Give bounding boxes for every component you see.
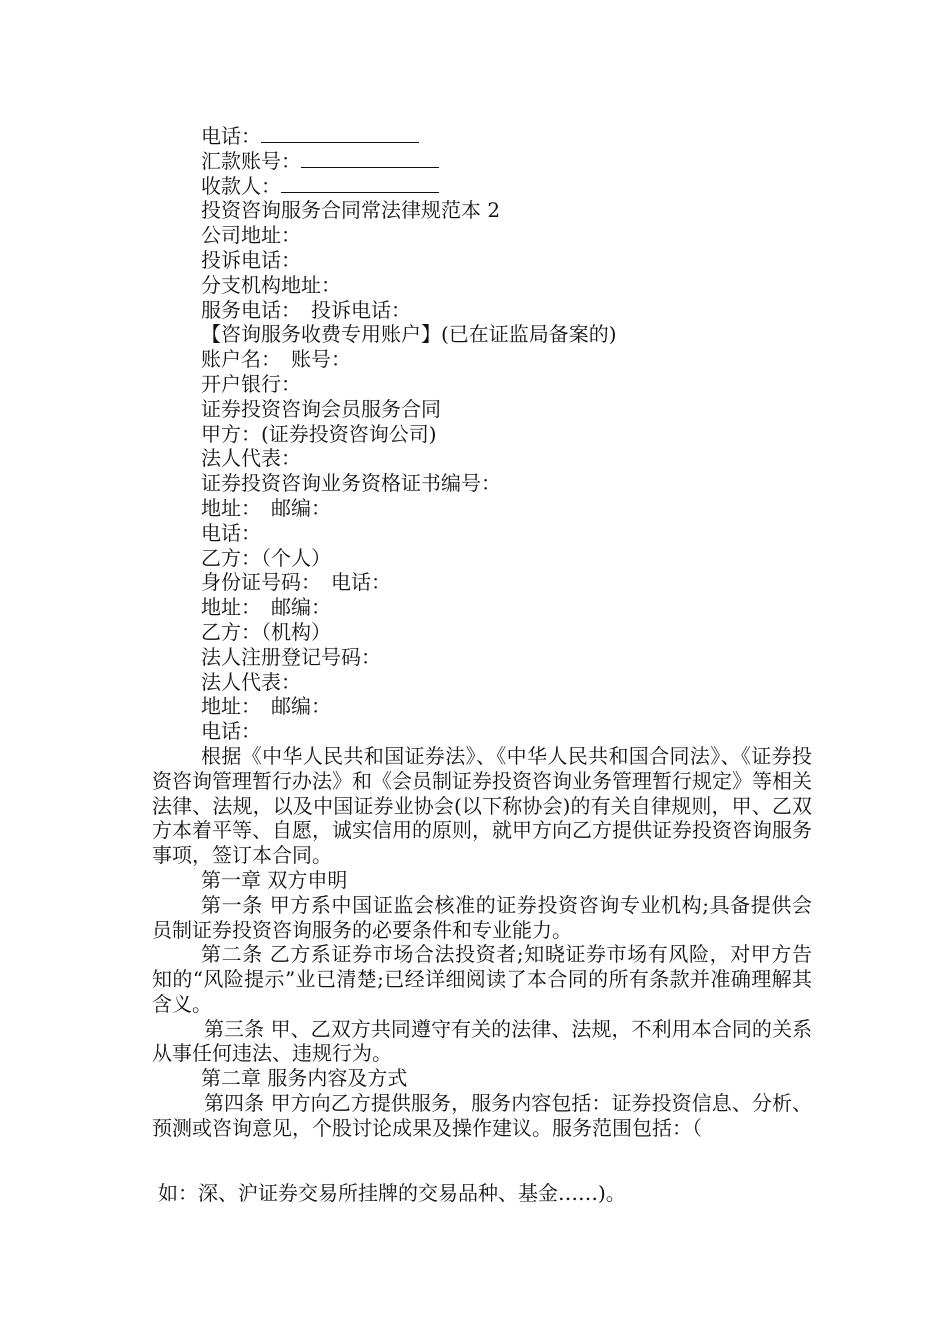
- phone-field: [152, 124, 812, 149]
- party-b-address: 地址： 邮编：: [201, 595, 331, 620]
- contract-title: 证券投资咨询会员服务合同: [201, 396, 441, 421]
- party-a-phone: 电话：: [201, 520, 261, 545]
- party-b-legal-rep: 法人代表：: [201, 669, 301, 694]
- document-body: [152, 124, 812, 1205]
- account-name: 账户名： 账号：: [201, 347, 351, 372]
- party-b-inst-phone: 电话：: [201, 719, 261, 744]
- blank-gap: [152, 1141, 812, 1181]
- article-3: 第三条 甲、乙双方共同遵守有关的法律、法规，不利用本合同的关系从事任何违法、违规行为。: [152, 1016, 812, 1066]
- phone-blank: [261, 124, 419, 143]
- article-4-continuation: 如：深、沪证券交易所挂牌的交易品种、基金……)。: [158, 1180, 626, 1205]
- fee-account-heading: 【咨询服务收费专用账户】(已在证监局备案的): [201, 322, 617, 347]
- phone-label: 电话：: [201, 124, 261, 148]
- remit-account-field: [152, 149, 812, 174]
- article-1: 第一条 甲方系中国证监会核准的证券投资咨询专业机构;具备提供会员制证券投资咨询服务的必要条件和专业能力。: [152, 892, 812, 942]
- payee-label: 收款人：: [201, 173, 281, 198]
- party-a-cert-number: 证券投资咨询业务资格证书编号：: [201, 471, 501, 496]
- party-b-id-number: 身份证号码： 电话：: [201, 570, 391, 595]
- article-4: 第四条 甲方向乙方提供服务，服务内容包括：证券投资信息、分析、预测或咨询意见，个股讨论成果及操作建议。服务范围包括：（: [152, 1091, 812, 1140]
- party-a: 甲方：(证券投资咨询公司): [201, 421, 437, 446]
- party-b-registration: 法人注册登记号码：: [201, 644, 381, 669]
- bank: 开户银行：: [201, 371, 301, 396]
- article-2: 第二条 乙方系证券市场合法投资者;知晓证券市场有风险，对甲方告知的“风险提示”业已清楚;已经详细阅读了本合同的所有条款并准确理解其含义。: [152, 942, 812, 1016]
- chapter-2-heading: 第二章 服务内容及方式: [201, 1066, 408, 1091]
- doc-title: 投资咨询服务合同常法律规范本 2: [201, 198, 501, 223]
- party-b-inst-address: 地址： 邮编：: [201, 694, 331, 719]
- party-b-individual: 乙方：（个人）: [201, 545, 331, 570]
- company-address: 公司地址：: [201, 223, 301, 248]
- payee-field: [152, 174, 812, 199]
- service-phone: 服务电话： 投诉电话：: [201, 297, 411, 322]
- branch-address: 分支机构地址：: [201, 272, 341, 297]
- party-b-institution: 乙方：（机构）: [201, 619, 331, 644]
- remit-account-label: 汇款账号：: [201, 148, 301, 173]
- preamble-paragraph: 根据《中华人民共和国证券法》、《中华人民共和国合同法》、《证券投资咨询管理暂行办法》和《会员制证券投资咨询业务管理暂行规定》等相关法律、法规，以及中国证券业协会(以下称协会)的有关自律规则，甲、乙双方本着平等、自愿，诚实信用的原则，就甲方向乙方提供证券投资咨询服务事项，签订本合同。: [152, 743, 812, 868]
- party-a-address: 地址： 邮编：: [201, 495, 331, 520]
- payee-blank: [281, 174, 439, 193]
- complaint-phone: 投诉电话：: [201, 247, 301, 272]
- chapter-1-heading: 第一章 双方申明: [201, 867, 348, 892]
- remit-account-blank: [301, 149, 439, 168]
- party-a-legal-rep: 法人代表：: [201, 446, 301, 471]
